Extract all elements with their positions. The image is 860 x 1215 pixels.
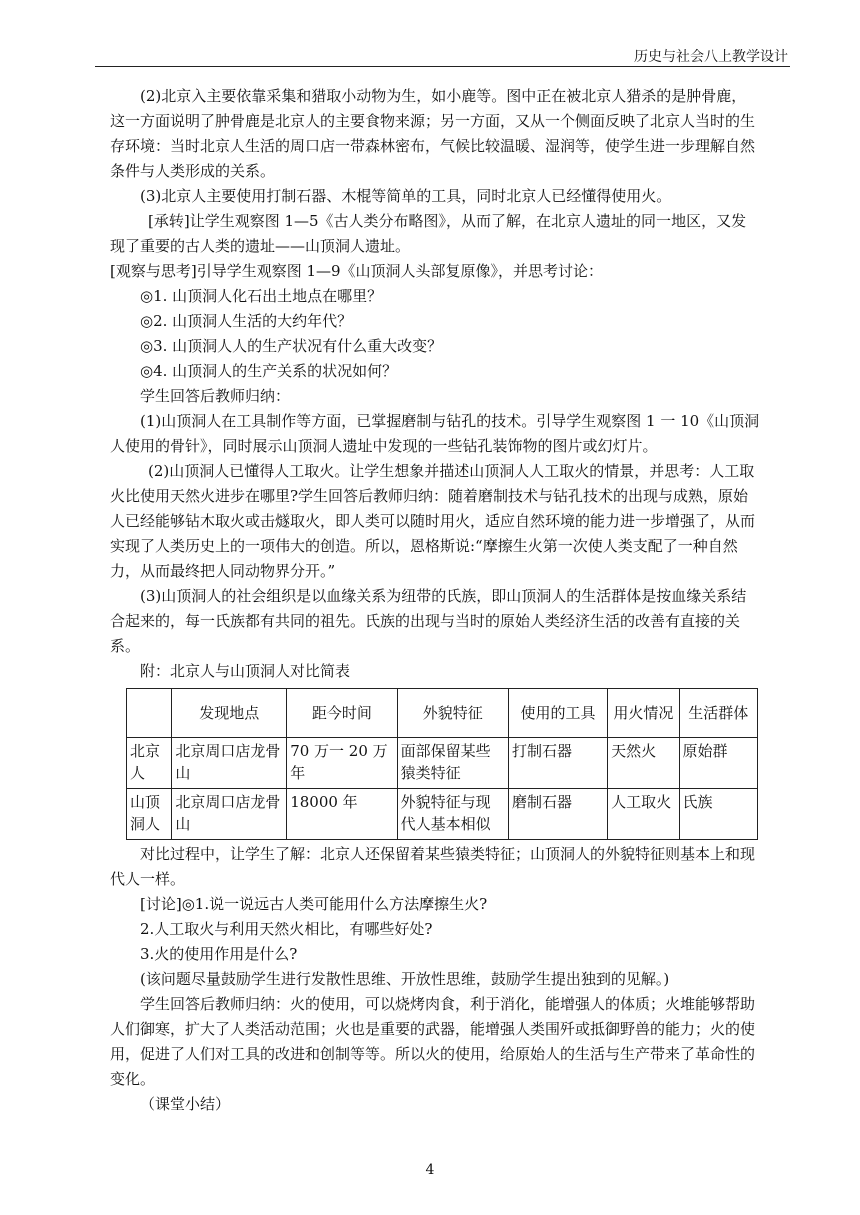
paragraph: [讨论]◎1.说一说远古人类可能用什么方法摩擦生火? (140, 895, 488, 913)
table-header-row (127, 689, 758, 738)
page-header (95, 46, 790, 67)
paragraph: (1)山顶洞人在工具制作等方面，已掌握磨制与钻孔的技术。引导学生观察图 1 一 10《山顶洞人使用的骨针》，同时展示山顶洞人遗址中发现的一些钻孔装饰物的图片或幻灯片。 (110, 412, 760, 455)
paragraph: 3.火的使用作用是什么? (140, 945, 298, 963)
table-cell: 18000 年 (287, 789, 397, 840)
comparison-table (126, 688, 758, 840)
table-cell: 外貌特征与现代人基本相似 (397, 789, 508, 840)
paragraph: ◎1. 山顶洞人化石出土地点在哪里？ (140, 287, 383, 305)
paragraphs-bottom (110, 842, 760, 1117)
page-number: 4 (425, 1162, 435, 1178)
paragraph: [承转]让学生观察图 1—5《古人类分布略图》，从而了解，在北京人遗址的同一地区，又发现了重要的古人类的遗址——山顶洞人遗址。 (110, 212, 747, 255)
table-cell: 70 万一 20 万年 (287, 738, 397, 789)
table-header-cell: 发现地点 (172, 689, 287, 738)
paragraph: ◎4. 山顶洞人的生产关系的状况如何？ (140, 362, 398, 380)
table-row (127, 738, 758, 789)
table-row (127, 789, 758, 840)
table-header-cell: 距今时间 (287, 689, 397, 738)
paragraph: (2)北京入主要依靠采集和猎取小动物为生，如小鹿等。图中正在被北京人猎杀的是肿骨鹿，这一方面说明了肿骨鹿是北京人的主要食物来源；另一方面，又从一个侧面反映了北京人当时的生存环境：当时北京人生活的周口店一带森林密布，气候比较温暖、湿润等，使学生进一步理解自然条件与人类形成的关系。 (110, 87, 756, 180)
paragraphs-top (110, 84, 760, 684)
table-cell: 人工取火 (608, 789, 679, 840)
paragraph: (该问题尽量鼓励学生进行发散性思维、开放性思维，鼓励学生提出独到的见解。) (140, 970, 670, 988)
paragraph: (3)山顶洞人的社会组织是以血缘关系为纽带的氏族，即山顶洞人的生活群体是按血缘关系结合起来的，每一氏族都有共同的祖先。氏族的出现与当时的原始人类经济生活的改善有直接的关系。 (110, 587, 747, 655)
table-header-cell: 生活群体 (679, 689, 757, 738)
table-cell: 天然火 (608, 738, 679, 789)
paragraph: (3)北京人主要使用打制石器、木棍等简单的工具，同时北京人已经懂得使用火。 (140, 187, 672, 205)
table-body (127, 738, 758, 840)
table-header-cell: 使用的工具 (508, 689, 607, 738)
paragraph: ◎2. 山顶洞人生活的大约年代？ (140, 312, 353, 330)
paragraph: (2)山顶洞人已懂得人工取火。让学生想象并描述山顶洞人人工取火的情景，并思考：人工取火比使用天然火进步在哪里?学生回答后教师归纳：随着磨制技术与钻孔技术的出现与成熟，原始人已经能够钻木取火或击燧取火，即人类可以随时用火，适应自然环境的能力进一步增强了，从而实现了人类历史上的一项伟大的创造。所以，恩格斯说:“摩擦生火第一次使人类支配了一种自然力，从而最终把人同动物界分开。” (110, 462, 756, 580)
paragraph: 学生回答后教师归纳： (140, 387, 291, 405)
table-header-cell: 用火情况 (608, 689, 679, 738)
paragraph: ◎3. 山顶洞人人的生产状况有什么重大改变？ (140, 337, 443, 355)
table-cell: 面部保留某些猿类特征 (397, 738, 508, 789)
paragraph: 学生回答后教师归纳：火的使用，可以烧烤肉食，利于消化，能增强人的体质；火堆能够帮助人们御寒，扩大了人类活动范围；火也是重要的武器，能增强人类围歼或抵御野兽的能力；火的使用，促进了人们对工具的改进和创制等等。所以火的使用，给原始人的生活与生产带来了革命性的变化。 (110, 995, 756, 1088)
paragraph: [观察与思考]引导学生观察图 1—9《山顶洞人头部复原像》，并思考讨论： (110, 262, 604, 280)
table-cell: 打制石器 (508, 738, 607, 789)
page-content (110, 84, 760, 1117)
table-cell: 北京周口店龙骨山 (172, 738, 287, 789)
paragraph: 2.人工取火与利用天然火相比，有哪些好处? (140, 920, 433, 938)
table-cell: 氏族 (679, 789, 757, 840)
table-header-cell (127, 689, 172, 738)
table-header-cell: 外貌特征 (397, 689, 508, 738)
header-title: 历史与社会八上教学设计 (634, 49, 788, 65)
table-cell: 山顶洞人 (127, 789, 172, 840)
table-cell: 原始群 (679, 738, 757, 789)
paragraph: 附：北京人与山顶洞人对比简表 (140, 662, 351, 680)
paragraph: 对比过程中，让学生了解：北京人还保留着某些猿类特征；山顶洞人的外貌特征则基本上和现代人一样。 (110, 845, 756, 888)
table-cell: 北京人 (127, 738, 172, 789)
table-cell: 北京周口店龙骨山 (172, 789, 287, 840)
paragraph: （课堂小结） (140, 1095, 231, 1113)
table-cell: 磨制石器 (508, 789, 607, 840)
